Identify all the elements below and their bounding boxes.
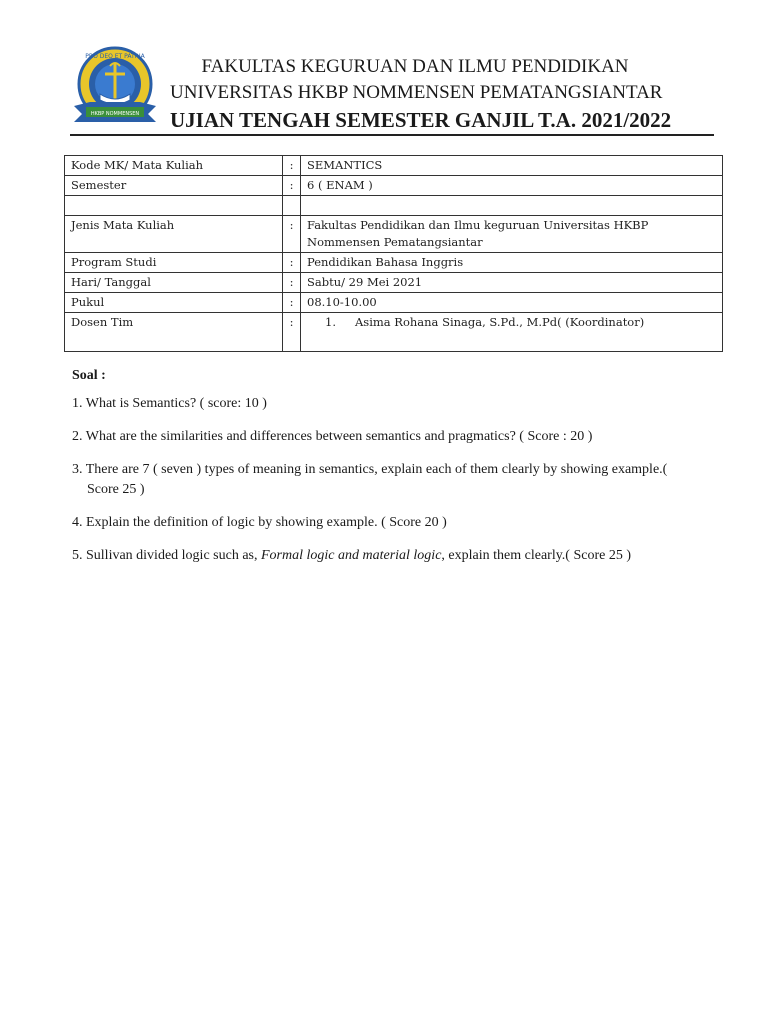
- header-divider: [70, 134, 714, 136]
- row-colon: [283, 196, 301, 216]
- table-row: [65, 253, 723, 273]
- table-row: [65, 273, 723, 293]
- faculty-title: FAKULTAS KEGURUAN DAN ILMU PENDIDIKAN: [201, 56, 629, 77]
- row-value: [301, 196, 723, 216]
- row-value: 08.10-10.00: [301, 293, 723, 313]
- row-value: [301, 313, 723, 352]
- row-colon: :: [283, 176, 301, 196]
- question-4: 4. Explain the definition of logic by showing example. ( Score 20 ): [72, 515, 447, 530]
- question-3: [72, 460, 732, 500]
- exam-info-table: [64, 155, 723, 352]
- questions-section: [72, 368, 732, 579]
- university-title: UNIVERSITAS HKBP NOMMENSEN PEMATANGSIANTAR: [170, 82, 663, 103]
- row-colon: :: [283, 293, 301, 313]
- row-label: Kode MK/ Mata Kuliah: [65, 156, 283, 176]
- row-colon: :: [283, 273, 301, 293]
- logo-top-text: PRO DEO ET PATRIA: [85, 53, 145, 60]
- table-row-blank: [65, 196, 723, 216]
- row-label: Pukul: [65, 293, 283, 313]
- lecturer-number: 1.: [325, 315, 336, 329]
- question-1: 1. What is Semantics? ( score: 10 ): [72, 396, 267, 411]
- row-label: Dosen Tim: [65, 313, 283, 352]
- question-5: [72, 546, 732, 566]
- row-label: [65, 196, 283, 216]
- row-value: [301, 216, 723, 253]
- row-label: Hari/ Tanggal: [65, 273, 283, 293]
- row-value-line1: Fakultas Pendidikan dan Ilmu keguruan Universitas HKBP: [307, 218, 649, 232]
- question-2: 2. What are the similarities and differences between semantics and pragmatics? ( Score : 20 ): [72, 429, 593, 444]
- table-row: [65, 156, 723, 176]
- row-value: SEMANTICS: [301, 156, 723, 176]
- row-colon: :: [283, 216, 301, 253]
- table-row: [65, 176, 723, 196]
- question-5-post: , explain them clearly.( Score 25 ): [441, 548, 631, 563]
- question-3-line1: 3. There are 7 ( seven ) types of meaning in semantics, explain each of them clearly by showing example.(: [72, 462, 668, 477]
- exam-title: UJIAN TENGAH SEMESTER GANJIL T.A. 2021/2022: [170, 108, 672, 132]
- row-value: Pendidikan Bahasa Inggris: [301, 253, 723, 273]
- row-colon: :: [283, 253, 301, 273]
- row-label: Program Studi: [65, 253, 283, 273]
- logo-bottom-text: HKBP NOMMENSEN: [90, 111, 140, 117]
- question-5-pre: 5. Sullivan divided logic such as,: [72, 548, 261, 563]
- table-row: [65, 216, 723, 253]
- row-label: Jenis Mata Kuliah: [65, 216, 283, 253]
- table-row: [65, 293, 723, 313]
- table-row: [65, 313, 723, 352]
- row-value: 6 ( ENAM ): [301, 176, 723, 196]
- questions-heading: Soal :: [72, 368, 106, 383]
- university-seal-logo: [70, 44, 160, 132]
- row-colon: :: [283, 156, 301, 176]
- row-value-line2: Nommensen Pematangsiantar: [307, 235, 483, 249]
- lecturer-name: Asima Rohana Sinaga, S.Pd., M.Pd( (Koordinator): [355, 315, 645, 329]
- question-3-line2: Score 25 ): [87, 482, 145, 497]
- row-colon: :: [283, 313, 301, 352]
- row-value: Sabtu/ 29 Mei 2021: [301, 273, 723, 293]
- row-label: Semester: [65, 176, 283, 196]
- question-5-italic: Formal logic and material logic: [260, 548, 442, 563]
